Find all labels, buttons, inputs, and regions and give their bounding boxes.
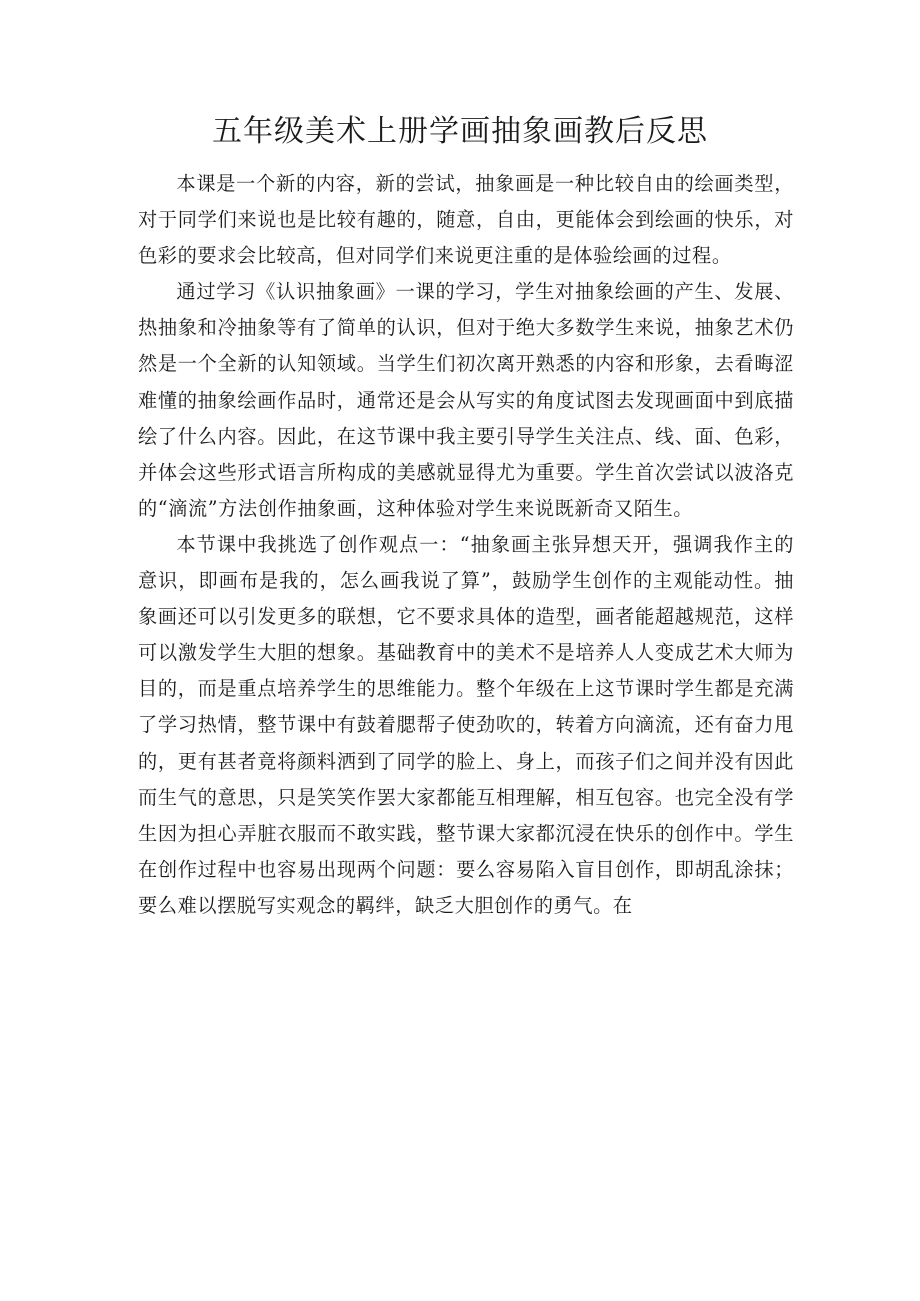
document-title: 五年级美术上册学画抽象画教后反思 [212, 114, 708, 149]
paragraph-intro: 本课是一个新的内容，新的尝试，抽象画是一种比较自由的绘画类型，对于同学们来说也是比较有趣的，随意，自由，更能体会到绘画的快乐，对色彩的要求会比较高，但对同学们来说更注重的是体验绘画的过程。 [138, 172, 794, 268]
paragraph-creation: 本节课中我挑选了创作观点一：“抽象画主张异想天开，强调我作主的意识，即画布是我的，怎么画我说了算”，鼓励学生创作的主观能动性。抽象画还可以引发更多的联想，它不要求具体的造型，画者能超越规范，这样可以激发学生大胆的想象。基础教育中的美术不是培养人人变成艺术大师为目的，而是重点培养学生的思维能力。整个年级在上这节课时学生都是充满了学习热情，整节课中有鼓着腮帮子使劲吹的，转着方向滴流，还有奋力甩的，更有甚者竟将颜料洒到了同学的脸上、身上，而孩子们之间并没有因此而生气的意思，只是笑笑作罢大家都能互相理解，相互包容。也完全没有学生因为担心弄脏衣服而不敢实践，整节课大家都沉浸在快乐的创作中。学生在创作过程中也容易出现两个问题：要么容易陷入盲目创作，即胡乱涂抹；要么难以摆脱写实观念的羁绊，缺乏大胆创作的勇气。在 [138, 532, 794, 917]
paragraph-learning: 通过学习《认识抽象画》一课的学习，学生对抽象绘画的产生、发展、热抽象和冷抽象等有了简单的认识，但对于绝大多数学生来说，抽象艺术仍然是一个全新的认知领域。当学生们初次离开熟悉的内容和形象，去看晦涩难懂的抽象绘画作品时，通常还是会从写实的角度试图去发现画面中到底描绘了什么内容。因此，在这节课中我主要引导学生关注点、线、面、色彩，并体会这些形式语言所构成的美感就显得尤为重要。学生首次尝试以波洛克的“滴流”方法创作抽象画，这种体验对学生来说既新奇又陌生。 [138, 280, 794, 520]
document-body [138, 166, 794, 924]
